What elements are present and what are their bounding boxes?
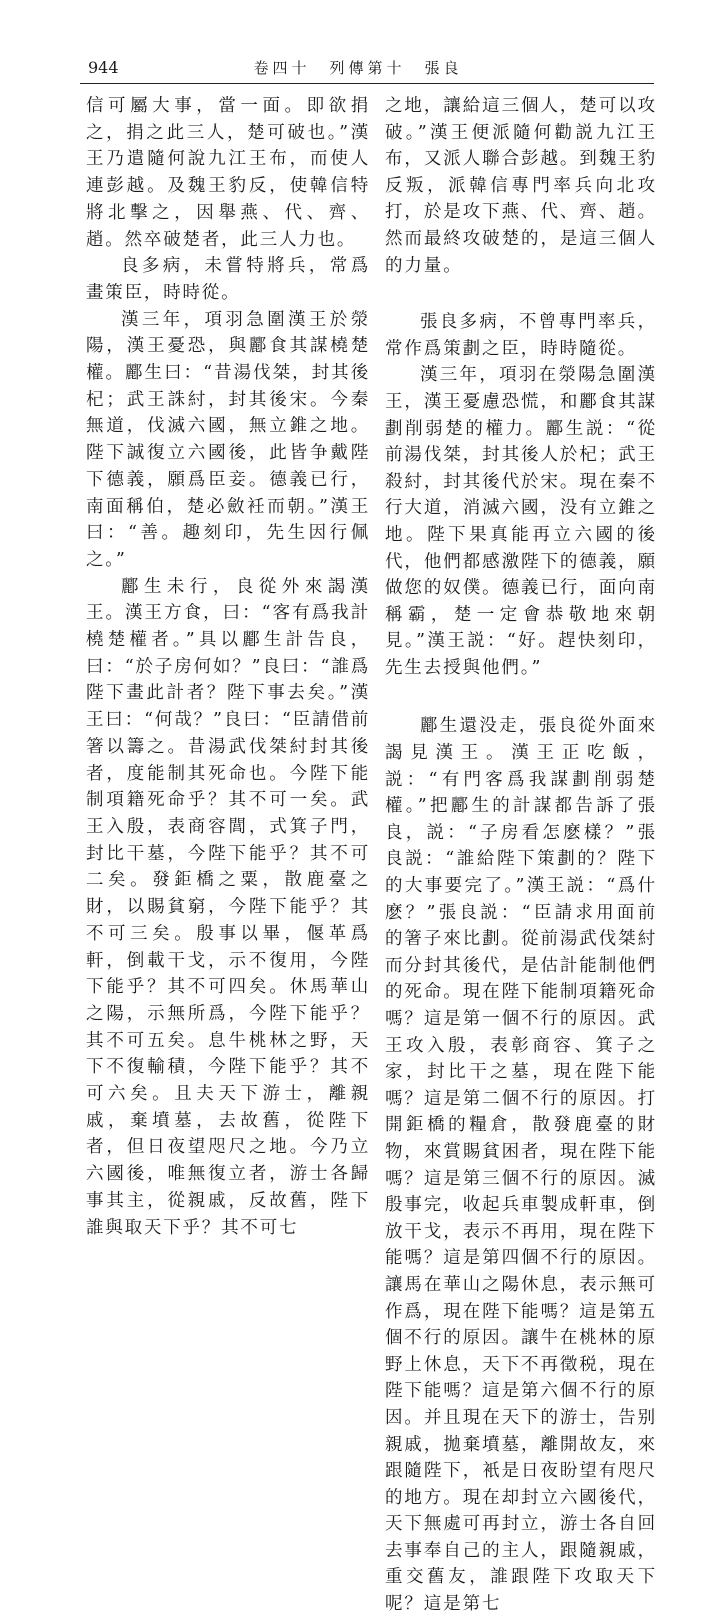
classical-paragraph: 良多病，未嘗特將兵，常爲畫策臣，時時從。	[86, 256, 370, 303]
classical-paragraph: 酈生未行，良從外來謁漢王。漢王方食，曰：“客有爲我計橈楚權者。”具以酈生計告良，曰：“於子房何如？”良曰：“誰爲陛下畫此計者？陛下事去矣。”漢王曰：“何哉？”良曰：“臣請借前箸以籌之。昔湯武伐桀紂封其後者，度能制其死命也。今陛下能制項籍死命乎？其不可一矣。武王入殷，表商容閭，式箕子門，封比干墓，今陛下能乎？其不可二矣。發鉅橋之粟，散鹿臺之財，以賜貧窮，今陛下能乎？其不可三矣。殷事以畢，偃革爲軒，倒載干戈，示不復用，今陛下能乎？其不可四矣。休馬華山之陽，示無所爲，今陛下能乎？其不可五矣。息牛桃林之野，天下不復輸積，今陛下能乎？其不可六矣。且夫天下游士，離親戚，棄墳墓，去故舊，從陛下者，但日夜望咫尺之地。今乃立六國後，唯無復立者，游士各歸事其主，從親戚，反故舊，陛下誰與取天下乎？其不可七	[86, 576, 370, 1238]
classical-paragraph: 漢三年，項羽急圍漢王於滎陽，漢王憂恐，與酈食其謀橈楚權。酈生曰：“昔湯伐桀，封其後杞；武王誅紂，封其後宋。今秦無道，伐滅六國，無立錐之地。陛下誠復立六國後，此皆争戴陛下德義，願爲臣妾。德義已行，南面稱伯，楚必斂衽而朝。”漢王曰：“善。趣刻印，先生因行佩之。”	[86, 309, 370, 570]
translation-paragraph: 張良多病，不曾專門率兵，常作爲策劃之臣，時時隨從。	[385, 312, 657, 359]
header-rule	[80, 83, 654, 84]
classical-text-column	[86, 93, 370, 1241]
translation-paragraph: 酈生還没走，張良從外面來謁見漢王。漢王正吃飯，説：“有門客爲我謀劃削弱楚權。”把酈生的計謀都告訴了張良，説：“子房看怎麽樣？”張良説：“誰給陛下策劃的？陛下的大事要完了。”漢王説：“爲什麽？”張良説：“臣請求用面前的箸子來比劃。從前湯武伐桀紂而分封其後代，是估計能制他們的死命。現在陛下能制項籍死命嗎？這是第一個不行的原因。武王攻入殷，表彰商容、箕子之家，封比干之墓，現在陛下能嗎？這是第二個不行的原因。打開鉅橋的糧倉，散發鹿臺的財物，來賞賜貧困者，現在陛下能嗎？這是第三個不行的原因。滅殷事完，收起兵車製成軒車，倒放干戈，表示不再用，現在陛下能嗎？這是第四個不行的原因。讓馬在華山之陽休息，表示無可作爲，現在陛下能嗎？這是第五個不行的原因。讓牛在桃林的原野上休息，天下不再徵税，現在陛下能嗎？這是第六個不行的原因。并且現在天下的游士，告别親戚，拋棄墳墓，離開故友，來跟隨陛下，衹是日夜盼望有咫尺的地方。現在却封立六國後代，天下無處可再封立，游士各自回去事奉自己的主人，跟隨親戚，重交舊友，誰跟陛下攻取天下呢？這是第七	[385, 716, 657, 1615]
translation-column	[385, 93, 657, 1618]
page-number: 944	[88, 58, 119, 77]
classical-paragraph: 信可屬大事，當一面。即欲捐之，捐之此三人，楚可破也。”漢王乃遣隨何說九江王布，而使人連彭越。及魏王豹反，使韓信特將北擊之，因舉燕、代、齊、趙。然卒破楚者，此三人力也。	[86, 96, 370, 250]
running-head: 卷四十 列傳第十 張良	[253, 59, 463, 77]
translation-paragraph: 漢三年，項羽在滎陽急圍漢王，漢王憂慮恐慌，和酈食其謀劃削弱楚的權力。酈生説：“從前湯伐桀，封其後人於杞；武王殺紂，封其後代於宋。現在秦不行大道，消滅六國，没有立錐之地。陛下果真能再立六國的後代，他們都感激陛下的德義，願做您的奴僕。德義已行，面向南稱霸，楚一定會恭敬地來朝見。”漢王説：“好。趕快刻印，先生去授與他們。”	[385, 365, 657, 678]
translation-paragraph: 之地，讓給這三個人，楚可以攻破。”漢王便派隨何勸説九江王布，又派人聯合彭越。到魏王豹反叛，派韓信專門率兵向北攻打，於是攻下燕、代、齊、趙。然而最終攻破楚的，是這三個人的力量。	[385, 96, 657, 276]
